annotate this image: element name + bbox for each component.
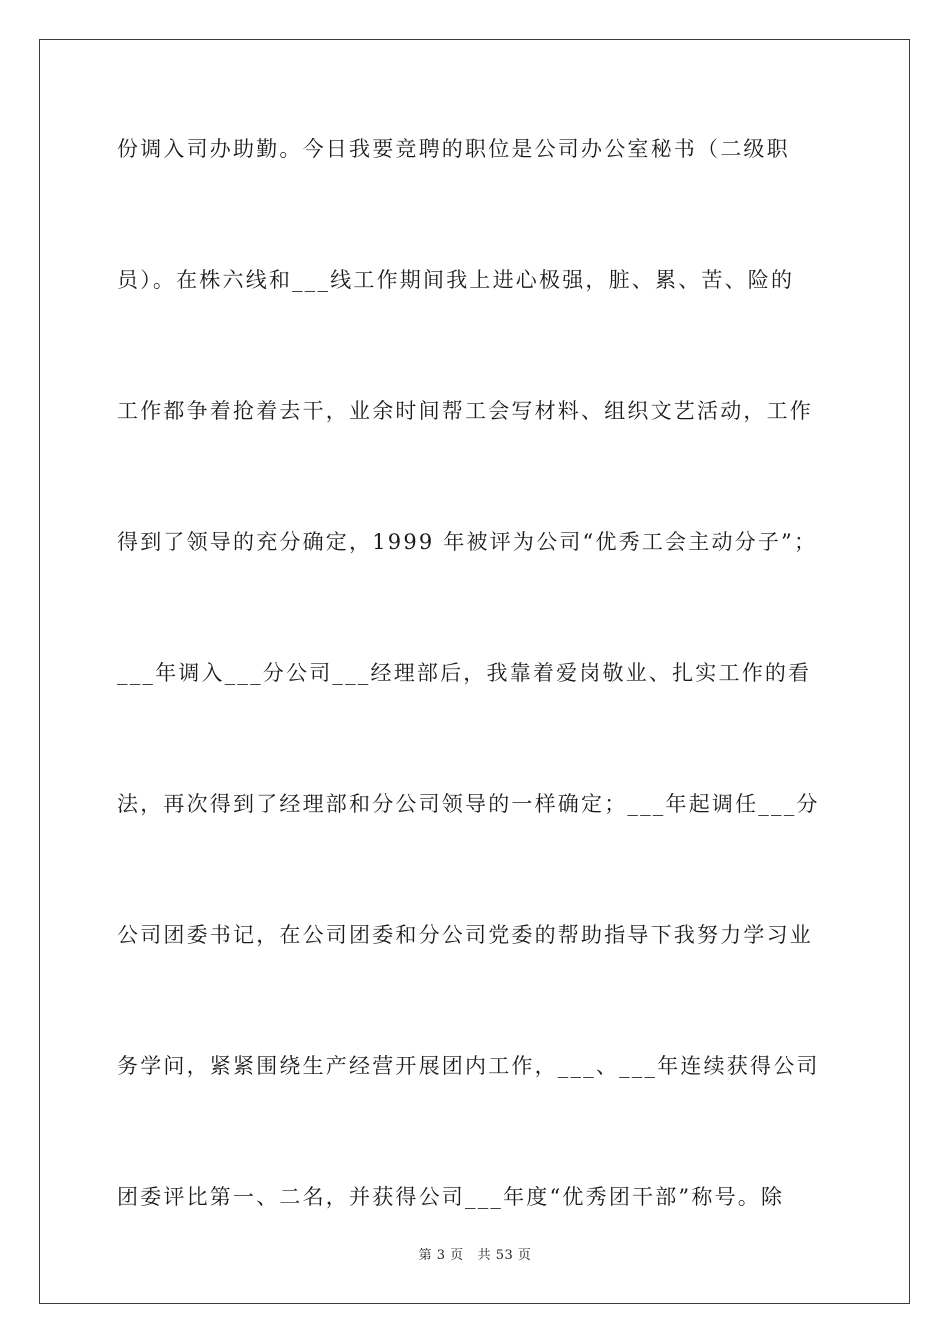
text-line: 团委评比第一、二名，并获得公司___年度“优秀团干部”称号。除 [117, 1185, 785, 1209]
text-line: 法，再次得到了经理部和分公司领导的一样确定；___年起调任___分 [117, 792, 820, 816]
text-line: 公司团委书记，在公司团委和分公司党委的帮助指导下我努力学习业 [117, 923, 813, 947]
text-line: 员）。在株六线和___线工作期间我上进心极强，脏、累、苦、险的 [117, 268, 795, 292]
text-line: ___年调入___分公司___经理部后，我靠着爱岗敬业、扎实工作的看 [117, 661, 812, 685]
document-body [117, 124, 837, 1303]
text-line: 务学问，紧紧围绕生产经营开展团内工作，___、___年连续获得公司 [117, 1054, 820, 1078]
text-line: 份调入司办助勤。今日我要竞聘的职位是公司办公室秘书（二级职 [117, 137, 790, 161]
text-line: 得到了领导的充分确定，1999 年被评为公司“优秀工会主动分子”； [117, 530, 818, 554]
text-line: 工作都争着抢着去干，业余时间帮工会写材料、组织文艺活动，工作 [117, 399, 813, 423]
page-footer [0, 1246, 950, 1266]
page-number: 第 3 页 [418, 1248, 464, 1263]
total-pages: 共 53 页 [477, 1248, 532, 1263]
